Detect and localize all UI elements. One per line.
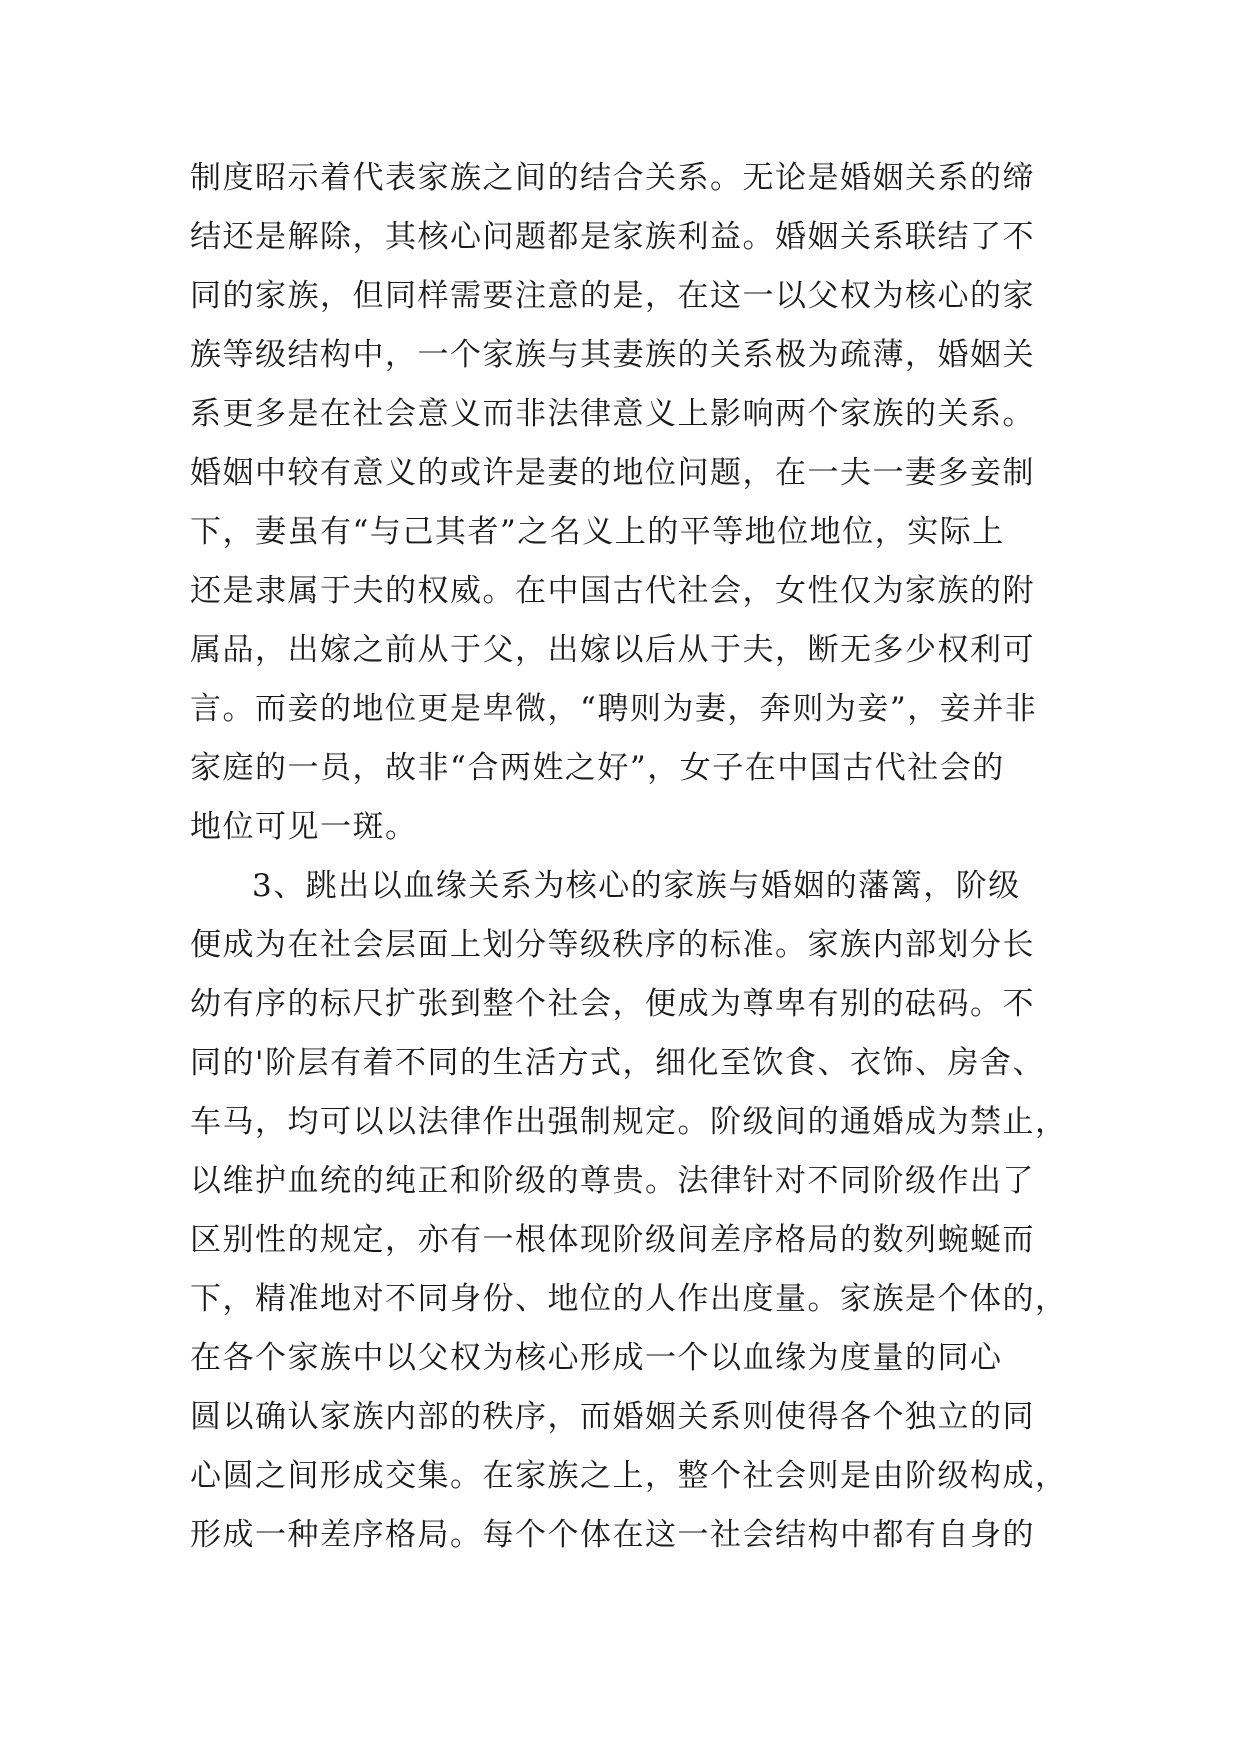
text-line: 属品，出嫁之前从于父，出嫁以后从于夫，断无多少权利可 <box>190 632 1035 668</box>
text-line: 在各个家族中以父权为核心形成一个以血缘为度量的同心 <box>190 1340 1003 1376</box>
text-line: 形成一种差序格局。每个个体在这一社会结构中都有自身的 <box>190 1517 1035 1553</box>
text-line: 言。而妾的地位更是卑微，“聘则为妻，奔则为妾”，妾并非 <box>190 691 1038 727</box>
text-line: 下，妻虽有“与己其者”之名义上的平等地位地位，实际上 <box>190 514 1005 550</box>
text-line: 车马，均可以以法律作出强制规定。阶级间的通婚成为禁止， <box>190 1104 1068 1140</box>
text-line: 以维护血统的纯正和阶级的尊贵。法律针对不同阶级作出了 <box>190 1163 1035 1199</box>
text-line: 心圆之间形成交集。在家族之上，整个社会则是由阶级构成， <box>190 1458 1068 1494</box>
text-line: 下，精准地对不同身份、地位的人作出度量。家族是个体的， <box>190 1281 1068 1317</box>
text-line: 区别性的规定，亦有一根体现阶级间差序格局的数列蜿蜒而 <box>190 1222 1035 1258</box>
paragraph-start-line: 3、跳出以血缘关系为核心的家族与婚姻的藩篱，阶级 <box>252 868 1021 904</box>
text-line: 幼有序的标尺扩张到整个社会，便成为尊卑有别的砝码。不 <box>190 986 1035 1022</box>
text-line: 便成为在社会层面上划分等级秩序的标准。家族内部划分长 <box>190 927 1035 963</box>
text-line: 系更多是在社会意义而非法律意义上影响两个家族的关系。 <box>190 396 1035 432</box>
text-line: 族等级结构中，一个家族与其妻族的关系极为疏薄，婚姻关 <box>190 337 1035 373</box>
text-line: 婚姻中较有意义的或许是妻的地位问题，在一夫一妻多妾制 <box>190 455 1035 491</box>
text-line: 地位可见一斑。 <box>190 809 418 845</box>
text-line: 圆以确认家族内部的秩序，而婚姻关系则使得各个独立的同 <box>190 1399 1035 1435</box>
text-line: 同的'阶层有着不同的生活方式，细化至饮食、衣饰、房舍、 <box>190 1045 1046 1081</box>
text-line: 制度昭示着代表家族之间的结合关系。无论是婚姻关系的缔 <box>190 160 1035 196</box>
text-line: 同的家族，但同样需要注意的是，在这一以父权为核心的家 <box>190 278 1035 314</box>
text-line: 还是隶属于夫的权威。在中国古代社会，女性仅为家族的附 <box>190 573 1035 609</box>
text-line: 家庭的一员，故非“合两姓之好”，女子在中国古代社会的 <box>190 750 1005 786</box>
text-line: 结还是解除，其核心问题都是家族利益。婚姻关系联结了不 <box>190 219 1035 255</box>
